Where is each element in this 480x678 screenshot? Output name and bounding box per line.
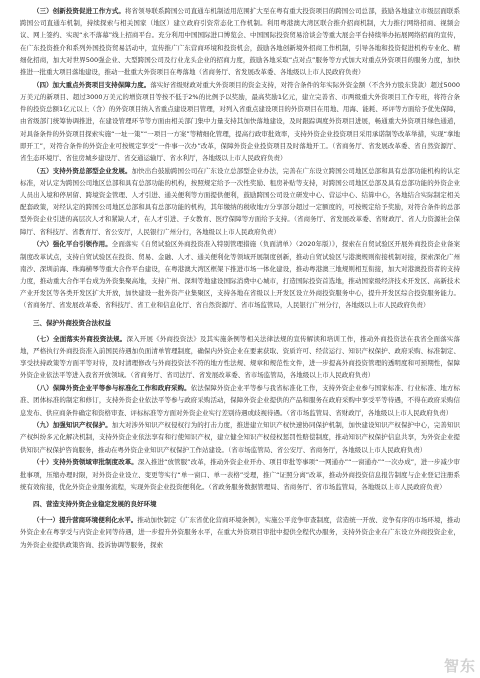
policy-paragraph bbox=[20, 238, 460, 311]
paragraph-lead: （八）保障外资企业平等参与标准化工作和政府采购。 bbox=[33, 384, 191, 393]
paragraph-text: 落实好省级财政对重大外资项目的资金支持，对符合条件的年实际外资金额（不含外方股东贷款）超过5000万美元的新项目、超过3000万美元的增资项目等按不低于2%的比例予以奖励，最高奖励1亿元，建立完善省、市两级重大外资项目工作专班，将符合条件的投资总额1亿元以上（含）的外资项目纳入省重点建设项目管理，对列入省重点建设项目的外资项目在用地、用海、能耗、环评等方面给予优先保障，由省级部门统筹协调推进，在建设管理环节等方面由相关部门集中力量支持其加快落地建设，及时跟踪调度外资项目进展，畅通重大外资项目绿色通道，对具备条件的外资项目探索实施“一址一策”“一项目一方案”等精细化管理，提高行政审批效率，支持外资企业投资项目采用承诺制等改革举措，实现“拿地即开工”，对符合条件的外资企业可按规定享受“一件事一次办”改革，保障外资企业投资项目及时落地开工。（省商务厅、省发展改革委、省自然资源厅、省生态环境厅、省住房城乡建设厅、省交通运输厅、省水利厅，各地级以上市人民政府负责） bbox=[20, 80, 461, 162]
paragraph-lead: （十一）提升营商环境便利化水平。 bbox=[33, 516, 138, 525]
paragraph-text: 全面落实《自贸试验区外商投资准入特别管理措施（负面清单）（2020年版）》，探索在自贸试验区开展外商投资企业备案制度改革试点，支持自贸试验区在投资、贸易、金融、人才、通关便利化等领域开展制度创新，推动自贸试验区与港澳规则衔接机制对接，探索深化广州南沙、深圳前海、珠海横琴等重大合作平台建设，在粤港澳大湾区框架下推进市场一体化建设，推动粤港澳三地规则相互衔接，加大对港澳投资者的支持力度，推动重大合作平台成为外资集聚高地，支持广州、深圳等地建设国际消费中心城市，打造国际投资首选地，推动国家级经济技术开发区、高新技术产业开发区等各类开发区扩大开放，加快建设一批外资产业集聚区，支持各地在省级以上开发区设立外商投资服务中心，提升开发区综合投资服务能力。（省商务厅、省发展改革委、省科技厅、省工业和信息化厅、省自然资源厅、省市场监管局，人民银行广州分行，各地级以上市人民政府负责） bbox=[20, 240, 461, 310]
paragraph-lead: （三）创新投资促进工作方式。 bbox=[33, 7, 125, 15]
paragraph-lead: （十）支持外资领域审批制度改革。 bbox=[33, 458, 138, 467]
paragraph-lead: （五）支持外资总部型企业发展。 bbox=[33, 166, 132, 175]
section-opening-measures bbox=[20, 5, 460, 312]
paragraph-text: 加快出台鼓励跨国公司在广东设立总部型企业办法，完善在广东设立跨国公司地区总部和具有总部功能机构的认定标准，对认定为跨国公司地区总部和具有总部功能的机构，按照规定给予一次性奖励、租房补贴等支持，对跨国公司地区总部及具有总部功能的外资企业人员出入境和停居留、跨境资金管理、人才引进、通关便利等方面提供便利，鼓励跨国公司设立研发中心、营运中心、结算中心，各地结合实际制定相关配套政策，对经认定的跨国公司地区总部和具有总部功能的机构，其年缴纳的税收地方分享部分超过一定额度的，可按规定给予奖励，对符合条件的总部型外资企业引进的高层次人才和紧缺人才，在人才引进、子女教育、医疗保障等方面给予支持。（省商务厅、省发展改革委、省财政厅、省人力资源社会保障厅、省科技厅、省教育厅、省公安厅，人民银行广州分行，各地级以上市人民政府负责） bbox=[20, 166, 461, 236]
site-watermark-logo bbox=[420, 636, 476, 676]
policy-paragraph bbox=[20, 514, 460, 551]
paragraph-text: 深入开展《外商投资法》及其实施条例等相关法律法规的宣传解读和培训工作，推动外商投资法在我省全面落实落地，严格执行外商投资准入前国民待遇加负面清单管理制度，确保内外资企业在要素获取、资质许可、经营运行、知识产权保护、政府采购、标准制定、享受扶持政策等方面平等对待，及时清理修改与外商投资法不符的地方性法规、规章和规范性文件，进一步提高外商投资管理的透明度和可预期性，保障外资企业依法平等进入我省开放领域。（省商务厅、省司法厅、省发展改革委、省市场监管局，各地级以上市人民政府负责） bbox=[20, 334, 461, 380]
section-3-body bbox=[20, 333, 460, 493]
paragraph-lead: （四）加大重点外资项目支持保障力度。 bbox=[33, 80, 151, 89]
policy-paragraph bbox=[20, 79, 460, 164]
paragraph-text: 深入推进“放管服”改革，推动外资企业开办、项目审批等事项“一网通办”“一窗通办”“一次办成”，进一步减少审批事项，压缩办理时限，对外资企业设立、变更等实行“单一窗口、单一表格”受理，推广“证照分离”改革，推动外商投资信息报告制度与企业登记注册系统有效衔接，优化外资企业服务流程，实现外资企业投资便利化。（省政务服务数据管理局、省商务厅、省市场监管局，各地级以上市人民政府负责） bbox=[20, 458, 461, 491]
paragraph-text: 加大对涉外知识产权侵权行为的打击力度，推进建立知识产权快速协同保护机制，加快建设知识产权保护中心，完善知识产权纠纷多元化解决机制，支持外资企业依法享有和行使知识产权，建立健全知识产权侵权惩罚性赔偿制度，推动知识产权保护信息共享，为外资企业提供知识产权保护咨询服务，推动在粤外资企业知识产权保护工作站建设。（省市场监管局、省公安厅、省商务厅，各地级以上市人民政府负责） bbox=[20, 421, 460, 454]
paragraph-text: 依法保障外资企业平等参与我省标准化工作，支持外资企业参与国家标准、行业标准、地方标准、团体标准的制定和修订，支持外资企业依法平等参与政府采购活动，保障外资企业提供的产品和服务在政府采购中享受平等待遇，不得在政府采购信息发布、供应商条件确定和资格审查、评标标准等方面对外资企业实行差别待遇或歧视待遇。（省市场监管局、省财政厅，各地级以上市人民政府负责） bbox=[20, 384, 460, 417]
paragraph-text: 将省领导联系跨国公司直通车机制适用范围扩大至在粤有重大投资项目的跨国公司总部，鼓励各地建立市级层面联系跨国公司直通车机制，持续探索与相关国家（地区）建立政府引资常态化工作机制。利用粤港澳大湾区联合推介招商机制，大力推行网络招商、视频会议、网上签约、实现“永不落幕”线上招商平台。充分利用中国国际进口博览会、中国国际投资贸易洽谈会等重大展会平台持续举办拓展网络招商的宣传，在广东投资推介和系列外国投资贸易活动中，宣传推广广东营商环境和投资机会，鼓励各地创新境外招商工作机制，引导各地和投资促进机构专业化、精细化招商，加大对世界500强企业、大型跨国公司及行业龙头企业的招商力度，鼓励各地采取“点对点”服务等方式加大对重点外资项目的服务力度，加快推进一批重大项目落地建设，推动一批重大外资项目在粤落地（省商务厅、省发展改革委、各地级以上市人民政府负责） bbox=[20, 7, 460, 77]
paragraph-lead: （九）加强知识产权保护。 bbox=[33, 421, 112, 430]
policy-paragraph bbox=[20, 419, 460, 456]
policy-paragraph bbox=[20, 333, 460, 382]
paragraph-lead: （六）强化平台引领作用。 bbox=[33, 240, 112, 249]
policy-paragraph bbox=[20, 165, 460, 238]
section-3-title: 三、保护外商投资合法权益 bbox=[33, 318, 111, 327]
watermark-text: 智东 bbox=[443, 657, 476, 675]
paragraph-text: 推动加快制定《广东省优化营商环境条例》，实施公平竞争审查制度，营造统一开放、竞争有序的市场环境，推动外资企业在粤享受与内资企业同等待遇，进一步提升外资服务水平，在重大外资项目审批中提供全程代办服务，支持外资企业在广东设立外商投资企业，为外资企业提供政策咨询、投诉协调等服务，探索 bbox=[20, 516, 461, 549]
section-4-body bbox=[20, 514, 460, 551]
policy-paragraph bbox=[20, 456, 460, 493]
paragraph-lead: （七）全面落实外商投资法规。 bbox=[33, 334, 127, 343]
policy-paragraph bbox=[20, 382, 460, 419]
section-4-title: 四、营造支持外资企业稳定发展的良好环境 bbox=[33, 499, 157, 508]
policy-paragraph bbox=[20, 5, 460, 78]
